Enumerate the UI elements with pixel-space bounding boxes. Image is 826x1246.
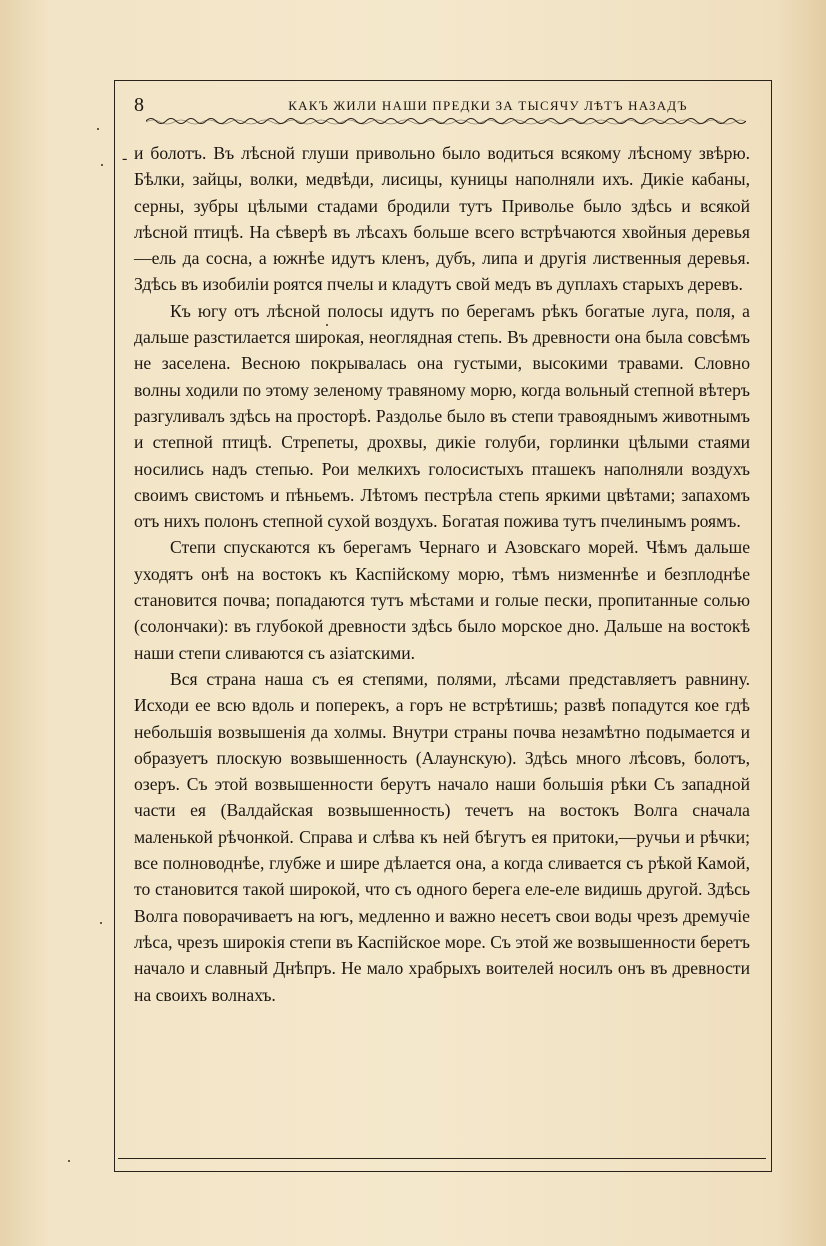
scan-speck — [68, 1160, 70, 1162]
scan-speck — [100, 922, 102, 924]
scan-speck — [97, 128, 99, 130]
scan-speck — [101, 164, 103, 166]
running-head: КАКЪ ЖИЛИ НАШИ ПРЕДКИ ЗА ТЫСЯЧУ ЛѢТЪ НАЗАДЪ — [288, 98, 688, 113]
page-header — [128, 92, 758, 116]
paragraph: Къ югу отъ лѣсной полосы идутъ по берегамъ рѣкъ богатые луга, поля, а дальше разстилается широкая, неоглядная степь. Въ древности она была совсѣмъ не заселена. Весною покрывалась она густыми, высокими травами. Словно волны ходили по этому зеленому травяному морю, когда вольный степной вѣтеръ разгуливалъ здѣсь на просторѣ. Раздолье было въ степи травояднымъ животнымъ и степной птицѣ. Стрепеты, дрохвы, дикіе голуби, горлинки цѣлыми стаями носились надъ степью. Рои мелкихъ голосистыхъ пташекъ наполняли воздухъ своимъ свистомъ и пѣньемъ. Лѣтомъ пестрѣла степь яркими цвѣтами; запахомъ отъ нихъ полонъ степной сухой воздухъ. Богатая пожива тутъ пчелинымъ роямъ. — [134, 300, 750, 532]
margin-dash-mark: - — [122, 150, 128, 167]
scan-speck — [326, 324, 328, 326]
page-number: 8 — [134, 94, 144, 116]
body-text — [134, 140, 750, 1008]
paragraph: и болотъ. Въ лѣсной глуши привольно было водиться всякому лѣсному звѣрю. Бѣлки, зайцы, волки, медвѣди, лисицы, куницы наполняли ихъ. Дикіе кабаны, серны, зубры цѣлыми стадами бродили тутъ Приволье было здѣсь и всякой лѣсной птицѣ. На сѣверѣ въ лѣсахъ больше всего встрѣчаются хвойныя деревья—ель да сосна, а южнѣе идутъ кленъ, дубъ, липа и другія лиственныя деревья. Здѣсь въ изобиліи роятся пчелы и кладутъ свой медъ въ дуплахъ старыхъ деревъ. — [134, 143, 750, 295]
page-border-inner-line — [118, 1158, 766, 1159]
paragraph: Вся страна наша съ ея степями, полями, лѣсами представляетъ равнину. Исходи ее всю вдоль и поперекъ, а горъ не встрѣтишь; развѣ попадутся кое гдѣ небольшія возвышенія да холмы. Внутри страны почва незамѣтно подымается и образуетъ плоскую возвышенность (Алаунскую). Здѣсь много лѣсовъ, болотъ, озеръ. Съ этой возвышенности берутъ начало наши большія рѣки Съ западной части ея (Валдайская возвышенность) течетъ на востокъ Волга сначала маленькой рѣчонкой. Справа и слѣва къ ней бѣгутъ ея притоки,—ручьи и рѣчки; все полноводнѣе, глубже и шире дѣлается она, а когда сливается съ рѣкой Камой, то становится такой широкой, что съ одного берега еле-еле видишь другой. Здѣсь Волга поворачиваетъ на югъ, медленно и важно несетъ свои воды чрезъ дремучіе лѣса, чрезъ широкія степи въ Каспійское море. Съ этой же возвышенности беретъ начало и славный Днѣпръ. Не мало храбрыхъ воителей носилъ онъ въ древности на своихъ волнахъ. — [134, 668, 750, 1005]
paragraph: Степи спускаются къ берегамъ Чернаго и Азовскаго морей. Чѣмъ дальше уходятъ онѣ на востокъ къ Каспійскому морю, тѣмъ низменнѣе и безплоднѣе становится почва; попадаются тутъ мѣстами и голые пески, пропитанные солью (солончаки): въ глубокой древности здѣсь было морское дно. Дальше на востокѣ наши степи сливаются съ азіатскими. — [134, 537, 750, 663]
decorative-wavy-rule — [146, 116, 746, 126]
